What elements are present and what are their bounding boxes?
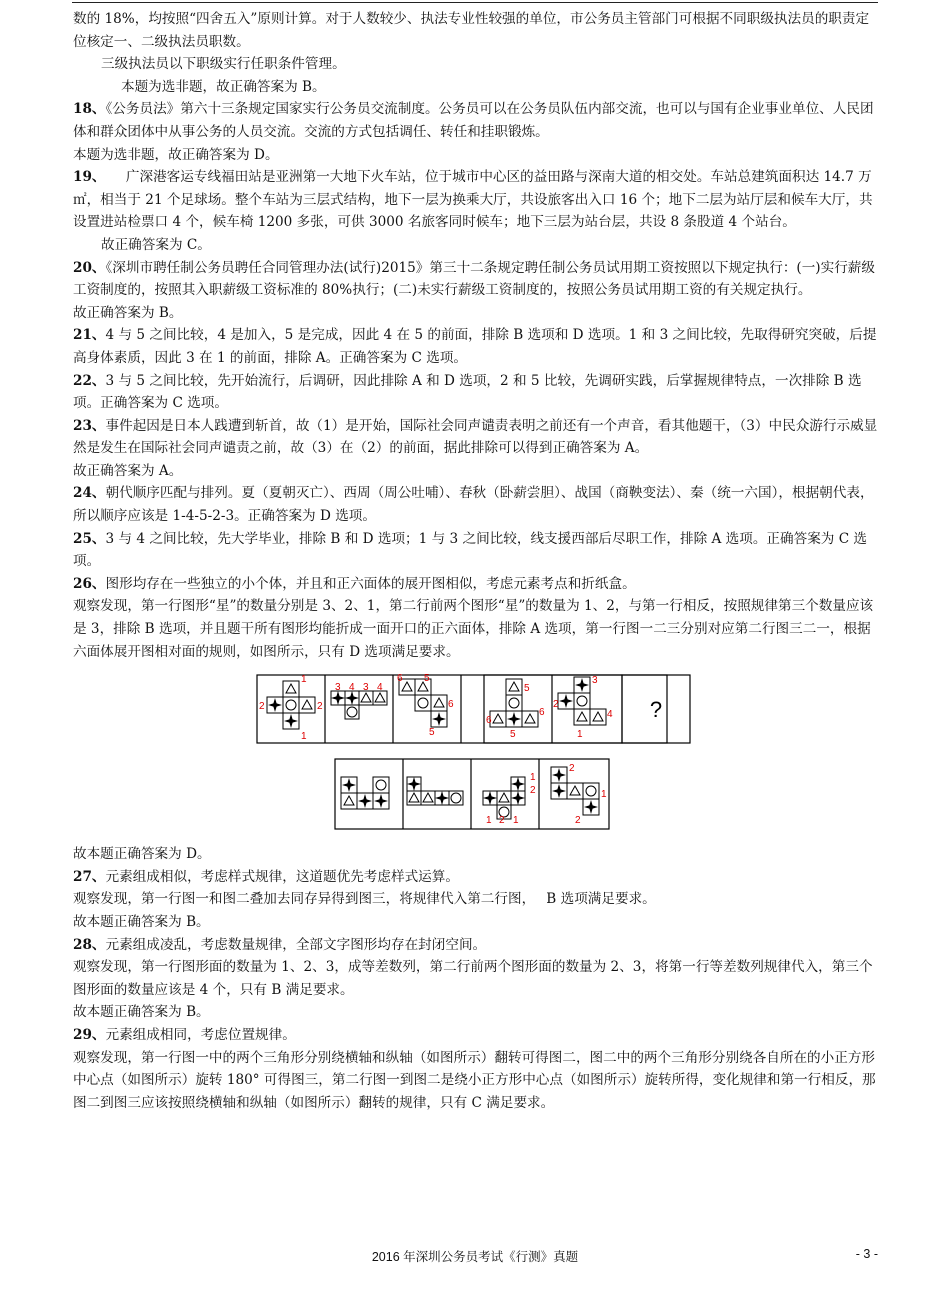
paragraph — [73, 843, 879, 866]
paragraph — [73, 888, 879, 911]
fig-label: 2 — [317, 701, 323, 713]
question-26-figure — [73, 673, 879, 835]
fig-label: 1 — [577, 729, 583, 741]
fig-label: 5 — [510, 729, 516, 741]
fig-label: 4 — [349, 682, 355, 694]
fig-label: 5 — [524, 683, 530, 695]
paragraph-text: 元素组成相似，考虑样式规律，这道题优先考虑样式运算。 — [105, 868, 459, 885]
paragraph — [73, 573, 879, 596]
fig-label: 2 — [553, 699, 559, 711]
row1-cell3 — [399, 679, 447, 727]
paragraph-text: 数的 18%，均按照“四舍五入”原则计算。对于人数较少、执法专业性较强的单位，市公务员主管部门可根据不同职级执法员的职责定位核定一、二级执法员职数。 — [73, 11, 870, 50]
fig-label: 6 — [486, 715, 492, 727]
paragraph-text: 元素组成凌乱，考虑数量规律，全部文字图形均存在封闭空间。 — [105, 936, 487, 953]
fig-label: 1 — [530, 772, 536, 784]
paragraph — [73, 76, 879, 99]
paragraph-block-1 — [73, 8, 879, 663]
paragraph-text: 故本题正确答案为 D。 — [73, 846, 211, 863]
paragraph — [73, 370, 879, 415]
question-number: 22、 — [73, 372, 106, 389]
fig-label: 1 — [301, 674, 307, 686]
fig-label: 5 — [424, 673, 430, 685]
question-number: 27、 — [73, 868, 106, 885]
paragraph — [73, 911, 879, 934]
paragraph-text: 观察发现，第一行图形“星”的数量分别是 3、2、1，第二行前两个图形“星”的数量为 1、2，与第一行相反，按照规律第三个数量应该是 3，排除 B 选项，并且题干所有图形均能折成一面开口的正六面体，排除 A 选项，第一行图一二三分别对应第二行图三二一，根据六面体展开图相对面的规则，如图所示，只有 D 选项满足要求。 — [73, 598, 874, 660]
paragraph — [73, 324, 879, 369]
row1-cell5 — [558, 677, 606, 725]
fig-label: 1 — [301, 731, 307, 743]
fig-label: 6 — [448, 699, 454, 711]
paragraph-text: 故本题正确答案为 B。 — [73, 914, 210, 930]
question-number: 21、 — [73, 327, 106, 344]
paragraph-text: 故本题正确答案为 B。 — [73, 1004, 210, 1021]
fig-label: 2 — [569, 763, 575, 775]
paragraph — [73, 934, 879, 957]
fig-label: 1 — [513, 815, 519, 827]
question-number: 25、 — [73, 530, 106, 547]
row2-cell1 — [341, 777, 389, 809]
paragraph — [73, 460, 879, 483]
fig-label: 3 — [363, 682, 369, 694]
question-number: 23、 — [73, 417, 106, 434]
paragraph — [73, 98, 879, 143]
paragraph — [73, 53, 879, 76]
paragraph-text: 广深港客运专线福田站是亚洲第一大地下火车站，位于城市中心区的益田路与深南大道的相交处。车站总建筑面积达 14.7 万㎡，相当于 21 个足球场。整个车站为三层式结构，地下一层为换乘大厅，共设旅客出入口 16 个；地下二层为站厅层和候车大厅，共设置进站检票口 4 个，候车椅 1200 多张，可供 3000 名旅客同时候车；地下三层为站台层，共设 8 条股道 4 个站台。 — [73, 169, 873, 231]
row2-cell4 — [551, 767, 599, 815]
paragraph-text: 故正确答案为 A。 — [73, 462, 183, 479]
paragraph — [73, 166, 879, 234]
paragraph-text: 3 与 4 之间比较，先大学毕业，排除 B 和 D 选项；1 与 3 之间比较，线支援西部后尽职工作，排除 A 选项。正确答案为 C 选项。 — [73, 530, 868, 570]
paragraph-text: 3 与 5 之间比较，先开始流行，后调研，因此排除 A 和 D 选项，2 和 5 比较，先调研实践，后掌握规律特点，一次排除 B 选项。正确答案为 C 选项。 — [73, 372, 862, 412]
page-number: - 3 - — [855, 1247, 878, 1261]
fig-label: 4 — [607, 709, 613, 721]
top-rule — [72, 2, 878, 3]
paragraph — [73, 302, 879, 325]
fig-label: 3 — [592, 675, 598, 687]
fig-label: 6 — [397, 673, 403, 685]
paragraph — [73, 1001, 879, 1024]
fig-label: 2 — [530, 785, 536, 797]
paragraph-text: 《深圳市聘任制公务员聘任合同管理办法(试行)2015》第三十二条规定聘任制公务员试用期工资按照以下规定执行：(一)实行薪级工资制度的，按照其入职薪级工资标准的 80%执行；(二)未实行薪级工资制度的，按照公务员试用期工资的有关规定执行。 — [73, 259, 875, 299]
paragraph — [73, 482, 879, 527]
row2-cell2 — [407, 777, 463, 805]
paragraph-text: 元素组成相同，考虑位置规律。 — [105, 1026, 296, 1043]
question-number: 19、 — [73, 169, 99, 186]
fig-label: 1 — [486, 815, 492, 827]
paragraph-text: 朝代顺序匹配与排列。夏（夏朝灭亡）、西周（周公吐哺）、春秋（卧薪尝胆）、战国（商鞅变法）、秦（统一六国），根据朝代表，所以顺序应该是 1-4-5-2-3。正确答案为 D 选项。 — [73, 485, 874, 525]
paragraph-block-2 — [73, 843, 879, 1114]
paragraph — [73, 257, 879, 302]
question-number: 26、 — [73, 575, 106, 592]
paragraph — [73, 234, 879, 257]
question-number: 28、 — [73, 936, 106, 953]
fig-label: 6 — [539, 707, 545, 719]
question-number: 29、 — [73, 1026, 106, 1043]
footer-title: 2016 年深圳公务员考试《行测》真题 — [371, 1250, 579, 1264]
fig-label: 2 — [259, 701, 265, 713]
fig-label: 5 — [429, 727, 435, 739]
row2-cell3 — [483, 777, 525, 819]
paragraph-text: 本题为选非题，故正确答案为 B。 — [121, 78, 326, 95]
row1-cell1 — [267, 681, 315, 729]
paragraph-text: 故正确答案为 C。 — [101, 236, 211, 253]
paragraph-text: 本题为选非题，故正确答案为 D。 — [73, 146, 279, 163]
paragraph — [73, 595, 879, 663]
row2-frame — [335, 759, 609, 829]
fig-label: 3 — [335, 682, 341, 694]
paragraph — [73, 8, 879, 53]
question-number: 24、 — [73, 485, 106, 502]
fig-label: 2 — [575, 815, 581, 827]
document-body — [73, 8, 879, 1114]
fig-label: 4 — [377, 682, 383, 694]
paragraph-text: 观察发现，第一行图一中的两个三角形分别绕横轴和纵轴（如图所示）翻转可得图二，图二中的两个三角形分别绕各自所在的小正方形中心点（如图所示）旋转 180° 可得图三，第二行图一到图二是绕小正方形中心点（如图所示）旋转所得，变化规律和第一行相反，那图二到图三应该按照绕横轴和纵轴（如图所示）翻转的规律，只有 C 满足要求。 — [73, 1049, 876, 1111]
question-number: 20、 — [73, 259, 106, 276]
row1-cell2 — [331, 691, 387, 719]
paragraph — [73, 1047, 879, 1115]
fig-label: 1 — [601, 789, 607, 801]
question-number: 18、 — [73, 101, 106, 118]
paragraph-text: 观察发现，第一行图形面的数量为 1、2、3，成等差数列，第二行前两个图形面的数量为 2、3，将第一行等差数列规律代入，第三个图形面的数量应该是 4 个，只有 B 满足要求。 — [73, 959, 873, 998]
paragraph — [73, 415, 879, 460]
question-mark: ? — [649, 697, 663, 723]
paragraph — [73, 144, 879, 167]
paragraph-text: 事件起因是日本人践遭到斩首，故（1）是开始，国际社会同声谴责表明之前还有一个声音，看其他题干，（3）中民众游行示威显然是发生在国际社会同声谴责之前，故（3）在（2）的前面，据此排除可以得到正确答案为 A。 — [73, 417, 878, 457]
row1-cell4 — [490, 679, 538, 727]
paragraph — [73, 1024, 879, 1047]
paragraph-text: 故正确答案为 B。 — [73, 304, 183, 321]
paragraph — [73, 956, 879, 1001]
paragraph — [73, 866, 879, 889]
paragraph-text: 图形均存在一些独立的小个体，并且和正六面体的展开图相似，考虑元素考点和折纸盒。 — [105, 575, 636, 592]
fig-label: 2 — [499, 815, 505, 827]
paragraph-text: 4 与 5 之间比较，4 是加入，5 是完成，因此 4 在 5 的前面，排除 B 选项和 D 选项。1 和 3 之间比较，先取得研究突破，后提高身体素质，因此 3 在 1 的前面，排除 A。正确答案为 C 选项。 — [73, 327, 877, 366]
paragraph-text: 三级执法员以下职级实行任职条件管理。 — [101, 56, 346, 73]
paragraph-text: 《公务员法》第六十三条规定国家实行公务员交流制度。公务员可以在公务员队伍内部交流，也可以与国有企业事业单位、人民团体和群众团体中从事公务的人员交流。交流的方式包括调任、转任和挂职锻炼。 — [73, 101, 874, 140]
paragraph — [73, 528, 879, 573]
paragraph-text: 观察发现，第一行图一和图二叠加去同存异得到图三，将规律代入第二行图， B 选项满足要求。 — [73, 891, 656, 908]
